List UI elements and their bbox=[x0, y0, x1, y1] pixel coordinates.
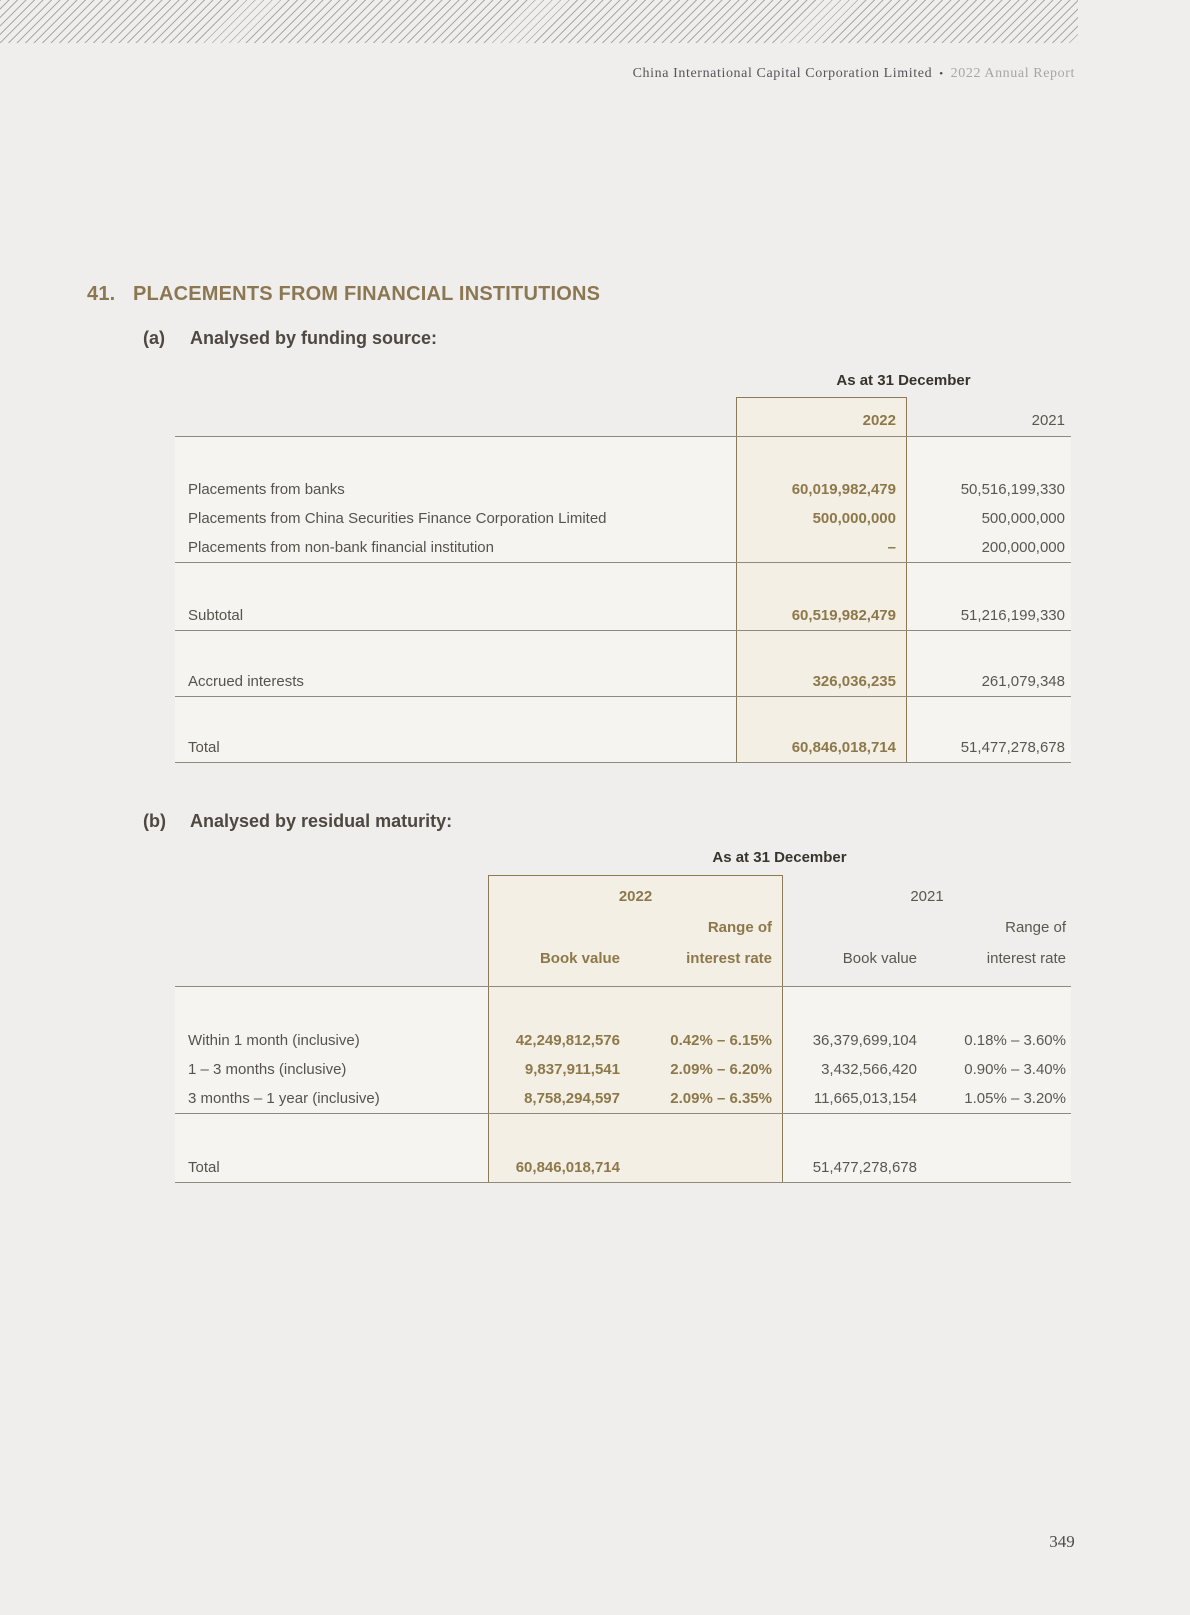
section-heading bbox=[87, 283, 600, 306]
value-2021: 51,216,199,330 bbox=[960, 607, 1065, 624]
year-2021-header: 2021 bbox=[1031, 412, 1065, 429]
book-value-2022: 42,249,812,576 bbox=[515, 1032, 620, 1049]
value-2021: 500,000,000 bbox=[981, 510, 1065, 527]
subtotal-row bbox=[175, 601, 1071, 630]
report-title: 2022 Annual Report bbox=[950, 66, 1075, 81]
value-2022: 326,036,235 bbox=[812, 673, 896, 690]
interest-rate-2022: 2.09% – 6.20% bbox=[670, 1061, 772, 1078]
subsection-a-label: (a) bbox=[143, 328, 165, 348]
book-value-2022: 8,758,294,597 bbox=[524, 1090, 620, 1107]
interest-rate-2021: 0.90% – 3.40% bbox=[964, 1061, 1066, 1078]
book-value-2022: 9,837,911,541 bbox=[524, 1061, 620, 1078]
table-row bbox=[175, 533, 1071, 562]
total-row bbox=[175, 1153, 1071, 1182]
interest-rate-2021: 0.18% – 3.60% bbox=[964, 1032, 1066, 1049]
table-b-caption-row bbox=[175, 847, 1071, 875]
table-row bbox=[175, 1084, 1071, 1113]
row-label: Subtotal bbox=[188, 607, 244, 624]
row-label: Placements from China Securities Finance Corporation Limited bbox=[188, 510, 607, 527]
total-row bbox=[175, 733, 1071, 762]
year-2022-header: 2022 bbox=[862, 412, 896, 429]
value-2022: 60,519,982,479 bbox=[791, 607, 896, 624]
table-rule bbox=[175, 986, 1071, 987]
table-a-caption-row bbox=[175, 370, 1071, 398]
subsection-b-title: Analysed by residual maturity: bbox=[190, 811, 453, 831]
row-label: Total bbox=[188, 1159, 220, 1176]
table-a-year-row bbox=[175, 398, 1071, 436]
table-row bbox=[175, 475, 1071, 504]
residual-maturity-table bbox=[175, 847, 1071, 1183]
row-label: Placements from non-bank financial institution bbox=[188, 539, 494, 556]
subsection-a-heading bbox=[130, 328, 437, 349]
table-a-caption: As at 31 December bbox=[836, 372, 971, 389]
accrued-interests-row bbox=[175, 667, 1071, 696]
section-number: 41. bbox=[87, 283, 116, 305]
table-rule bbox=[175, 1113, 1071, 1114]
table-b-caption: As at 31 December bbox=[712, 849, 847, 866]
interest-rate-2021-header: interest rate bbox=[986, 950, 1066, 967]
book-value-2021: 36,379,699,104 bbox=[812, 1032, 917, 1049]
subsection-b-label: (b) bbox=[143, 811, 166, 831]
subsection-b-heading bbox=[130, 811, 452, 832]
value-2021: 50,516,199,330 bbox=[960, 481, 1065, 498]
interest-rate-2022: 2.09% – 6.35% bbox=[670, 1090, 772, 1107]
row-label: Total bbox=[188, 739, 220, 756]
table-rule bbox=[175, 696, 1071, 697]
table-rule bbox=[175, 562, 1071, 563]
table-rule bbox=[175, 762, 1071, 763]
row-label: Within 1 month (inclusive) bbox=[188, 1032, 360, 1049]
interest-rate-2022-header: interest rate bbox=[686, 950, 772, 967]
value-2021: 261,079,348 bbox=[981, 673, 1065, 690]
row-label: Accrued interests bbox=[188, 673, 304, 690]
value-2021: 200,000,000 bbox=[981, 539, 1065, 556]
table-rule bbox=[175, 1182, 1071, 1183]
page-number: 349 bbox=[1049, 1532, 1075, 1551]
range-of-2021-header: Range of bbox=[1005, 919, 1066, 936]
table-rule bbox=[175, 630, 1071, 631]
book-value-2022: 60,846,018,714 bbox=[515, 1159, 620, 1176]
row-label: 1 – 3 months (inclusive) bbox=[188, 1061, 347, 1078]
row-label: 3 months – 1 year (inclusive) bbox=[188, 1090, 380, 1107]
table-row bbox=[175, 1055, 1071, 1084]
value-2022: 60,846,018,714 bbox=[791, 739, 896, 756]
year-2022-header: 2022 bbox=[618, 888, 653, 905]
bullet-separator: • bbox=[939, 68, 944, 80]
range-of-2022-header: Range of bbox=[707, 919, 772, 936]
value-2022: 500,000,000 bbox=[812, 510, 896, 527]
book-value-2022-header: Book value bbox=[539, 950, 620, 967]
document-header bbox=[633, 66, 1075, 82]
hatch-pattern bbox=[0, 0, 1078, 43]
subsection-a-title: Analysed by funding source: bbox=[190, 328, 438, 348]
funding-source-table bbox=[175, 370, 1071, 763]
table-b-column-headers-row bbox=[175, 943, 1071, 974]
value-2021: 51,477,278,678 bbox=[960, 739, 1065, 756]
value-2022: – bbox=[887, 539, 896, 556]
row-label: Placements from banks bbox=[188, 481, 345, 498]
interest-rate-2022: 0.42% – 6.15% bbox=[670, 1032, 772, 1049]
table-row bbox=[175, 504, 1071, 533]
book-value-2021-header: Book value bbox=[842, 950, 917, 967]
company-name: China International Capital Corporation Limited bbox=[632, 66, 933, 81]
section-title: PLACEMENTS FROM FINANCIAL INSTITUTIONS bbox=[133, 283, 601, 305]
interest-rate-2021: 1.05% – 3.20% bbox=[964, 1090, 1066, 1107]
book-value-2021: 51,477,278,678 bbox=[812, 1159, 917, 1176]
book-value-2021: 11,665,013,154 bbox=[813, 1090, 917, 1107]
table-rule bbox=[175, 436, 1071, 437]
table-b-rangeof-row bbox=[175, 912, 1071, 943]
table-b-year-row bbox=[175, 875, 1071, 912]
table-row bbox=[175, 1026, 1071, 1055]
year-2021-header: 2021 bbox=[910, 888, 944, 905]
value-2022: 60,019,982,479 bbox=[791, 481, 896, 498]
book-value-2021: 3,432,566,420 bbox=[821, 1061, 917, 1078]
table-a-2022-highlight-box bbox=[736, 397, 907, 763]
